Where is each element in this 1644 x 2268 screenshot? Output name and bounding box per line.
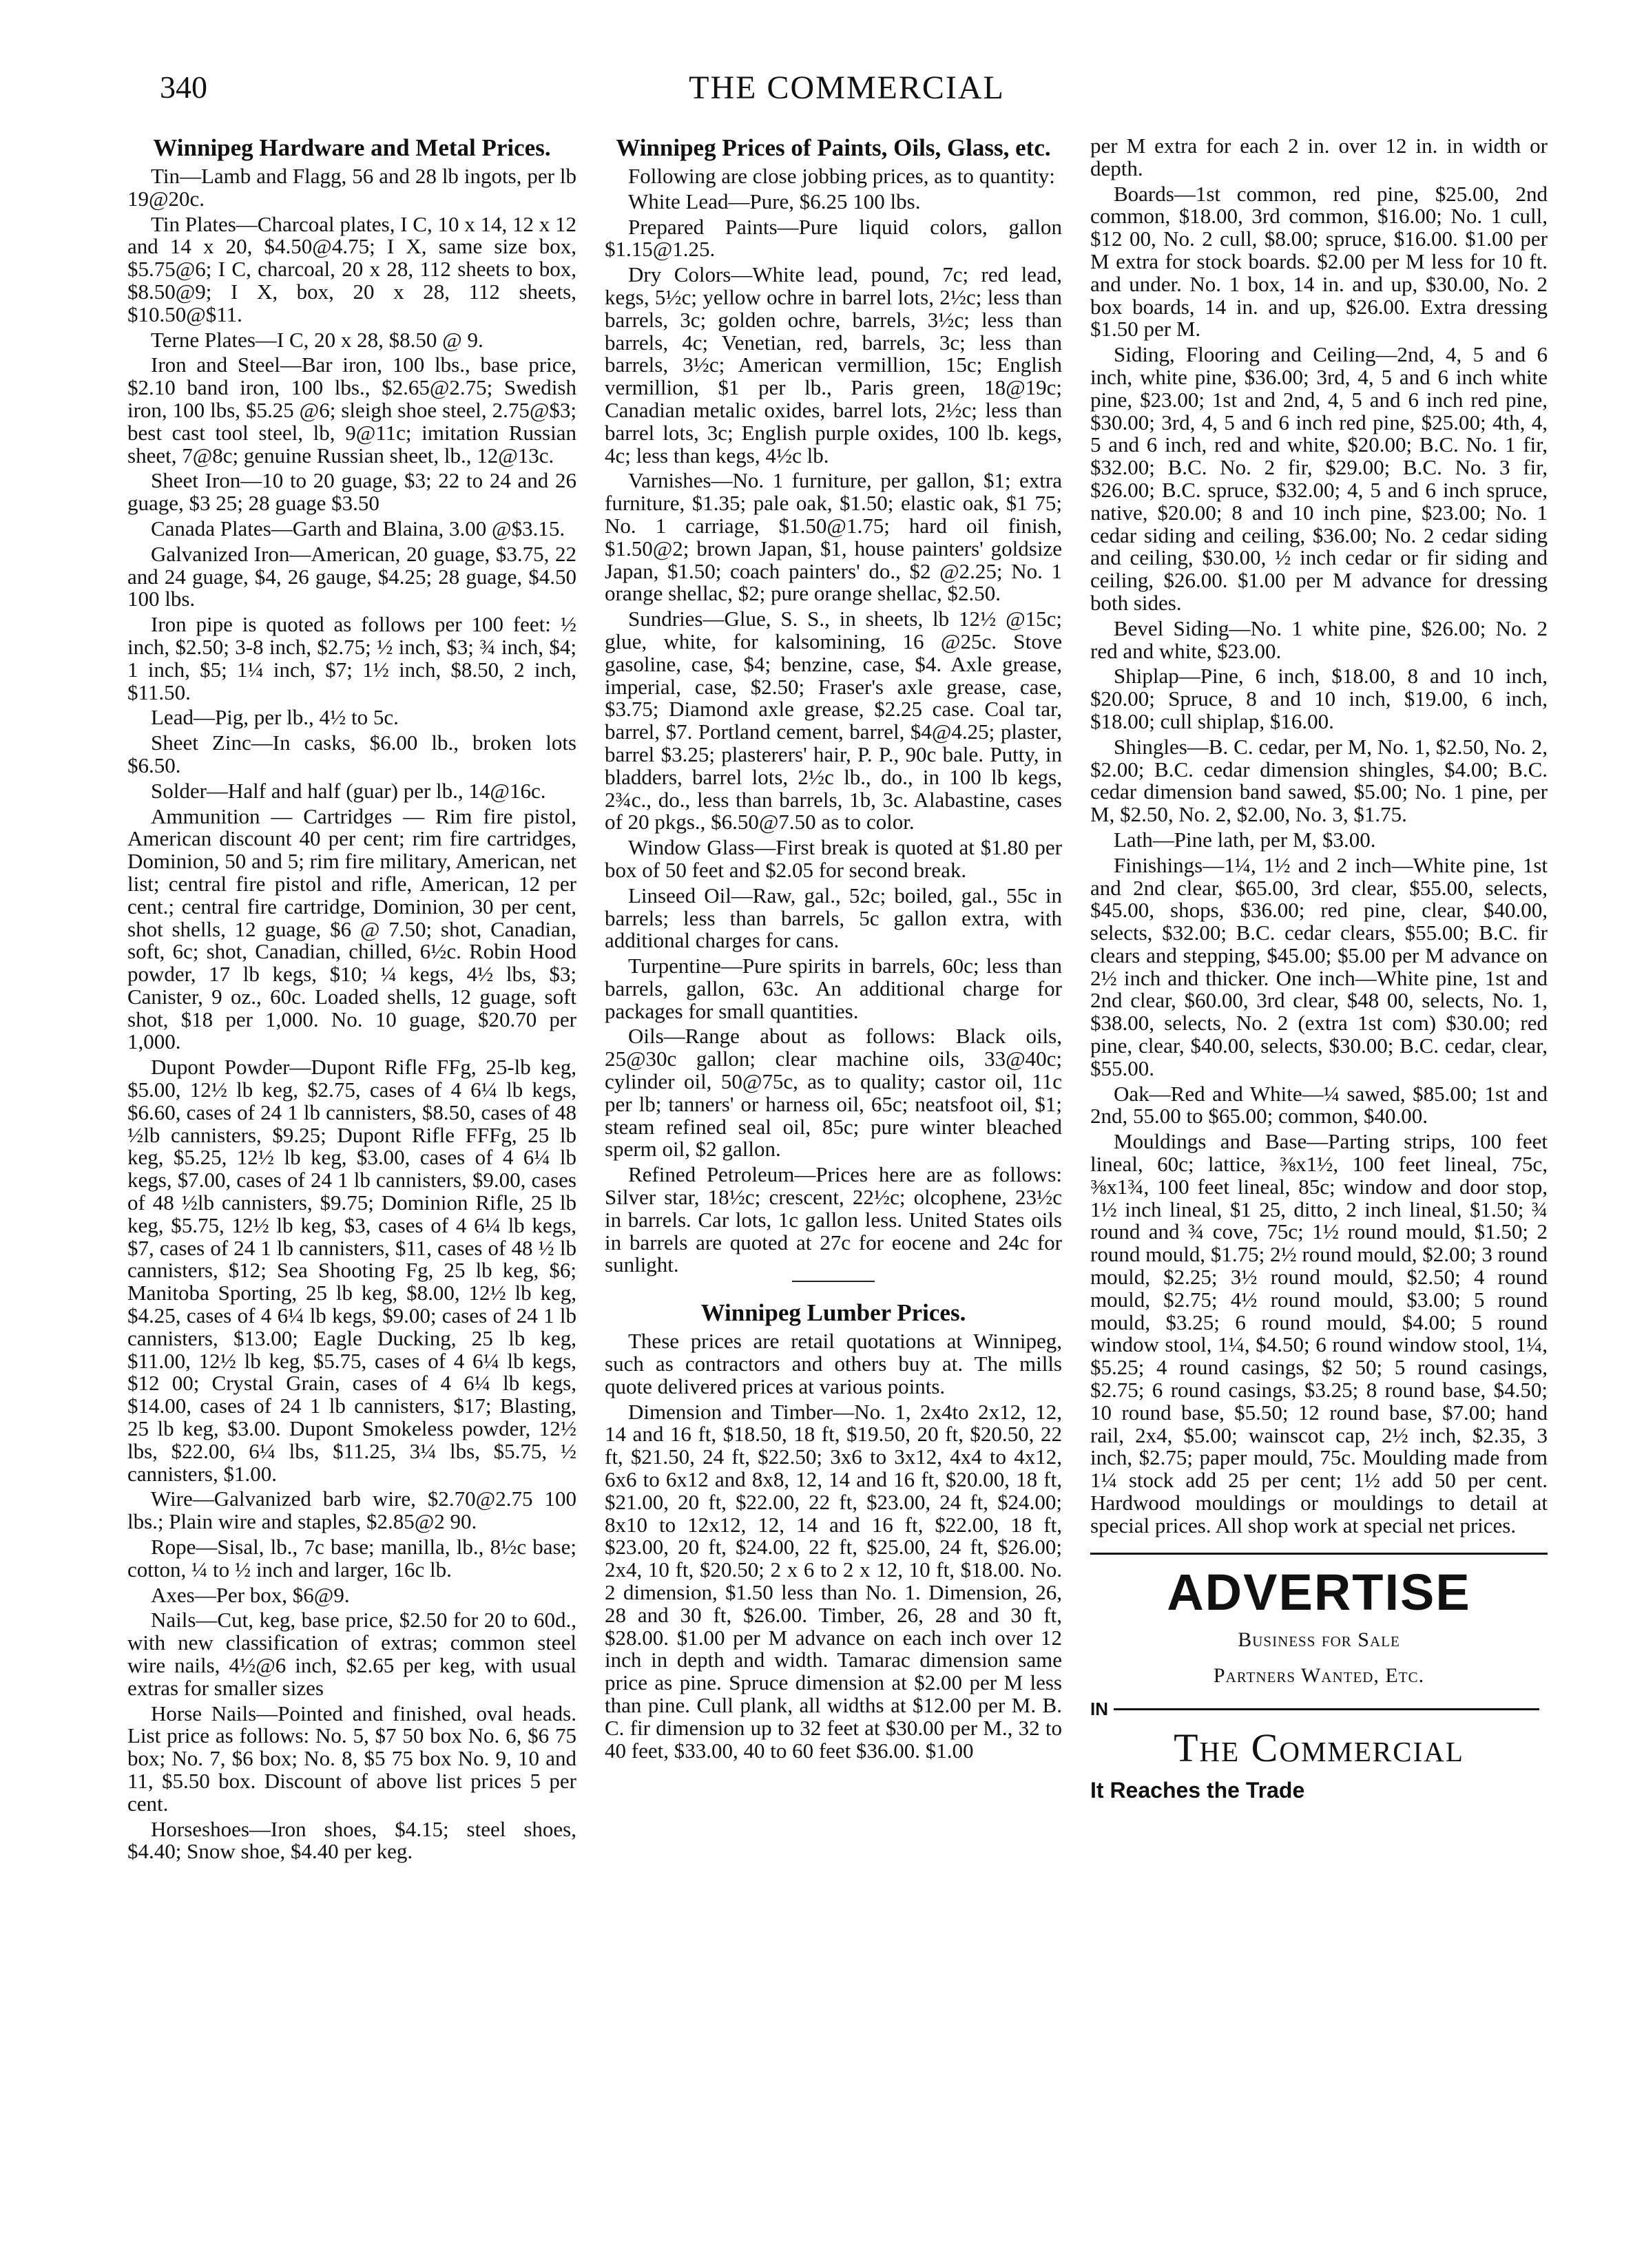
price-paragraph: Tin—Lamb and Flagg, 56 and 28 lb ingots, per lb 19@20c. xyxy=(127,164,576,211)
ad-in-row xyxy=(1090,1698,1548,1721)
price-paragraph: Siding, Flooring and Ceiling—2nd, 4, 5 and 6 inch, white pine, $36.00; 3rd, 4, 5 and 6 inch white pine, $23.00; 1st and 2nd, 4, 5 and 6 inch red pine, $30.00; 3rd, 4, 5 and 6 inch red pine, $25.00; 4th, 4, 5 and 6 inch, red and white, $20.00; B.C. No. 1 fir, $32.00; B.C. No. 2 fir, $29.00; B.C. No. 3 fir, $26.00; B.C. spruce, $32.00; 4, 5 and 6 inch spruce, native, $20.00; 8 and 10 inch pine, $23.00; No. 1 cedar siding and ceiling, $36.00; No. 2 cedar siding and ceiling, $30.00, ½ inch cedar or fir siding and ceiling, $26.00. $1.00 per M advance for dressing both sides. xyxy=(1090,342,1548,615)
price-paragraph: Refined Petroleum—Prices here are as follows: Silver star, 18½c; crescent, 22½c; olcophene, 23½c in barrels. Car lots, 1c gallon less. United States oils in barrels are quoted at 27c for eocene and 24c for sunlight. xyxy=(605,1162,1062,1277)
ad-publication: The Commercial xyxy=(1174,1725,1464,1771)
ad-headline: ADVERTISE xyxy=(1167,1563,1471,1621)
price-paragraph: Bevel Siding—No. 1 white pine, $26.00; No. 2 red and white, $23.00. xyxy=(1090,616,1548,663)
price-paragraph: Iron and Steel—Bar iron, 100 lbs., base price, $2.10 band iron, 100 lbs., $2.65@2.75; Swedish iron, 100 lbs, $5.25 @6; sleigh shoe steel, 2.75@$3; best cast tool steel, lb, 9@11c; imitation Russian sheet, 7@8c; genuine Russian sheet, lb., 12@13c. xyxy=(127,353,576,468)
section-divider xyxy=(792,1281,875,1282)
price-paragraph: Finishings—1¼, 1½ and 2 inch—White pine, 1st and 2nd clear, $65.00, 3rd clear, $55.00, selects, $45.00, shops, $36.00; red pine, clear, $40.00, selects, $32.00; B.C. cedar clears, $55.00; B.C. fir clears and stepping, $45.00; $5.00 per M advance on 2½ inch and thicker. One inch—White pine, 1st and 2nd clear, $60.00, 3rd clear, $48 00, selects, No. 1, $38.00, selects, No. 2 (extra 1st com) $30.00; red pine, clear, $40.00, selects, $30.00; B.C. cedar, clear, $55.00. xyxy=(1090,852,1548,1080)
price-paragraph: Axes—Per box, $6@9. xyxy=(151,1582,350,1607)
price-paragraph: Lead—Pig, per lb., 4½ to 5c. xyxy=(151,705,399,730)
ad-in-word: IN xyxy=(1090,1698,1108,1719)
price-paragraph: Terne Plates—I C, 20 x 28, $8.50 @ 9. xyxy=(151,327,483,352)
column-paints-lumber xyxy=(605,135,1062,1765)
page-number: 340 xyxy=(160,70,207,105)
advertisement xyxy=(1090,1553,1548,1806)
price-paragraph: Dimension and Timber—No. 1, 2x4to 2x12, 12, 14 and 16 ft, $18.50, 18 ft, $19.50, 20 ft, $20.50, 22 ft, $21.50, 24 ft, $22.50; 3x6 to 3x12, 4x4 to 4x12, 6x6 to 6x12 and 8x8, 12, 14 and 16 ft, $20.00, 18 ft, $21.00, 20 ft, $22.00, 22 ft, $23.00, 24 ft, $24.00; 8x10 to 12x12, 12, 14 and 16 ft, $22.00, 18 ft, $23.00, 20 ft, $24.00, 22 ft, $25.00, 24 ft, $26.00; 2x4, 10 ft, $20.50; 2 x 6 to 2 x 12, 10 ft, $18.00. No. 2 dimension, $1.50 less than No. 1. Dimension, 26, 28 and 30 ft, $26.00. Timber, 26, 28 and 30 ft, $28.00. $1.00 per M advance on each inch over 12 inch in depth and width. Tamarac dimension same price as pine. Spruce dimension at $2.00 per M less than pine. Cull plank, all widths at $12.00 per M. B. C. fir dimension up to 32 feet at $30.00 per M., 32 to 40 feet, $33.00, 40 to 60 feet $36.00. $1.00 xyxy=(605,1399,1062,1763)
price-paragraph: Horse Nails—Pointed and finished, oval heads. List price as follows: No. 5, $7 50 box No. 6, $6 75 box; No. 7, $6 box; No. 8, $5 75 box No. 9, 10 and 11, $5.50 box. Discount of above list prices 5 per cent. xyxy=(127,1701,576,1816)
ad-tagline: It Reaches the Trade xyxy=(1090,1778,1305,1803)
price-paragraph: Lath—Pine lath, per M, $3.00. xyxy=(1114,827,1376,852)
price-paragraph: Window Glass—First break is quoted at $1.80 per box of 50 feet and $2.05 for second break. xyxy=(605,835,1062,882)
ad-line-business: Business for Sale xyxy=(1238,1628,1400,1651)
price-paragraph: Iron pipe is quoted as follows per 100 feet: ½ inch, $2.50; 3-8 inch, $2.75; ½ inch, $3; ¾ inch, $4; 1 inch, $5; 1¼ inch, $7; 1½ inch, $8.50, 2 inch, $11.50. xyxy=(127,612,576,704)
price-paragraph: Galvanized Iron—American, 20 guage, $3.75, 22 and 24 guage, $4, 26 gauge, $4.25; 28 guage, $4.50 100 lbs. xyxy=(127,541,576,611)
price-paragraph: Wire—Galvanized barb wire, $2.70@2.75 100 lbs.; Plain wire and staples, $2.85@2 90. xyxy=(127,1487,576,1534)
price-paragraph: White Lead—Pure, $6.25 100 lbs. xyxy=(628,189,921,213)
price-paragraph: Following are close jobbing prices, as to quantity: xyxy=(628,164,1055,188)
page-header xyxy=(160,69,1534,117)
price-paragraph: Solder—Half and half (guar) per lb., 14@16c. xyxy=(151,778,546,803)
price-paragraph: Prepared Paints—Pure liquid colors, gallon $1.15@1.25. xyxy=(605,214,1062,262)
publication-title: THE COMMERCIAL xyxy=(689,70,1005,106)
ad-arrow-line xyxy=(1114,1708,1539,1710)
price-paragraph: Dry Colors—White lead, pound, 7c; red lead, kegs, 5½c; yellow ochre in barrel lots, 2½c; less than barrels, 3c; golden ochre, barrels, 3½c; less than barrels, 4c; Venetian, red, barrels, 3c; less than barrels, 3½c; American vermillion, 15c; English vermillion, $1 per lb., Paris green, 18@19c; Canadian metalic oxides, barrel lots, 2½c; less than barrel lots, 3c; English purple oxides, 100 lb. kegs, 4c; less than kegs, 4½c lb. xyxy=(605,262,1062,468)
price-paragraph: Sundries—Glue, S. S., in sheets, lb 12½ @15c; glue, white, for kalsomining, 16 @25c. Stove gasoline, case, $4; benzine, case, $4. Axle grease, imperial, case, $2.50; Fraser's axle grease, case, $3.75; Diamond axle grease, $2.25 case. Coal tar, barrel, $7. Portland cement, barrel, $4@4.25; plaster, barrel $3.25; plasterers' hair, P. P., 90c bale. Putty, in bladders, barrel lots, 2½c lb., do., in 100 lb kegs, 2¾c., do., less than barrels, 1b, 3c. Alabastine, cases of 20 pkgs., $6.50@7.50 as to color. xyxy=(605,607,1062,834)
price-paragraph: Shingles—B. C. cedar, per M, No. 1, $2.50, No. 2, $2.00; B.C. cedar dimension shingles, $4.00; B.C. cedar dimension band sawed, $5.00; No. 1 pine, per M, $2.50, No. 2, $2.00, No. 3, $1.75. xyxy=(1090,734,1548,827)
price-paragraph: Sheet Zinc—In casks, $6.00 lb., broken lots $6.50. xyxy=(127,731,576,777)
price-paragraph: Tin Plates—Charcoal plates, I C, 10 x 14, 12 x 12 and 14 x 20, $4.50@4.75; I X, same size box, $5.75@6; I C, charcoal, 20 x 28, 112 sheets to box, $8.50@9; I X, box, 20 x 28, 112 sheets, $10.50@$11. xyxy=(127,211,576,326)
price-paragraph: Nails—Cut, keg, base price, $2.50 for 20 to 60d., with new classification of extras; common steel wire nails, 4½@6 inch, $2.65 per keg, with usual extras for smaller sizes xyxy=(127,1608,576,1700)
price-paragraph: Turpentine—Pure spirits in barrels, 60c; less than barrels, gallon, 63c. An additional charge for packages for small quantities. xyxy=(605,954,1062,1023)
ad-top-rule xyxy=(1090,1553,1548,1555)
price-paragraph: Linseed Oil—Raw, gal., 52c; boiled, gal., 55c in barrels; less than barrels, 5c gallon extra, with additional charges for cans. xyxy=(605,883,1062,953)
price-paragraph: Oak—Red and White—¼ sawed, $85.00; 1st and 2nd, 55.00 to $65.00; common, $40.00. xyxy=(1090,1081,1548,1128)
price-paragraph: Boards—1st common, red pine, $25.00, 2nd common, $18.00, 3rd common, $16.00; No. 1 cull, $12 00, No. 2 cull, $8.00; spruce, $16.00. $1.00 per M extra for stock boards. $2.00 per M less for 10 ft. and under. No. 1 box, 14 in. and up, $30.00, No. 2 box boards, 14 in. and up, $26.00. Extra dressing $1.50 per M. xyxy=(1090,181,1548,342)
price-paragraph: Canada Plates—Garth and Blaina, 3.00 @$3.15. xyxy=(151,516,565,540)
price-paragraph: Oils—Range about as follows: Black oils, 25@30c gallon; clear machine oils, 33@40c; cylinder oil, 50@75c, as to quality; castor oil, 11c per lb; tanners' or harness oil, 65c; neatsfoot oil, $1; steam refined seal oil, 85c; pure winter bleached sperm oil, $2 gallon. xyxy=(605,1024,1062,1162)
section-title-hardware: Winnipeg Hardware and Metal Prices. xyxy=(153,134,551,161)
column-hardware-prices xyxy=(127,135,576,1866)
price-paragraph: Horseshoes—Iron shoes, $4.15; steel shoes, $4.40; Snow shoe, $4.40 per keg. xyxy=(127,1816,576,1864)
column-lumber-continued xyxy=(1090,135,1548,1805)
price-paragraph: These prices are retail quotations at Winnipeg, such as contractors and others buy at. The mills quote delivered prices at various points. xyxy=(605,1329,1062,1398)
price-paragraph: Ammunition — Cartridges — Rim fire pistol, American discount 40 per cent; rim fire cartridges, Dominion, 50 and 5; rim fire military, American, net list; central fire pistol and rifle, American, 12 per cent.; central fire cartridge, Dominion, 30 per cent, shot shells, 12 guage, $6 @ 7.50; shot, Canadian, soft, 6c; shot, Canadian, chilled, 6½c. Robin Hood powder, 17 lb kegs, $10; ¼ kegs, 4½ lbs, $3; Canister, 9 oz., 60c. Loaded shells, 12 guage, soft shot, $18 per 1,000. No. 10 guage, $20.70 per 1,000. xyxy=(127,804,576,1054)
section-title-paints: Winnipeg Prices of Paints, Oils, Glass, etc. xyxy=(616,134,1051,161)
price-paragraph: Rope—Sisal, lb., 7c base; manilla, lb., 8½c base; cotton, ¼ to ½ inch and larger, 16c lb. xyxy=(127,1535,576,1582)
section-title-lumber: Winnipeg Lumber Prices. xyxy=(700,1299,966,1327)
price-paragraph: Sheet Iron—10 to 20 guage, $3; 22 to 24 and 26 guage, $3 25; 28 guage $3.50 xyxy=(127,468,576,516)
price-paragraph: per M extra for each 2 in. over 12 in. in width or depth. xyxy=(1090,134,1548,180)
price-paragraph: Shiplap—Pine, 6 inch, $18.00, 8 and 10 inch, $20.00; Spruce, 8 and 10 inch, $19.00, 6 inch, $18.00; cull shiplap, $16.00. xyxy=(1090,664,1548,733)
price-paragraph: Dupont Powder—Dupont Rifle FFg, 25-lb keg, $5.00, 12½ lb keg, $2.75, cases of 4 6¼ lb kegs, $6.60, cases of 24 1 lb cannisters, $8.50, cases of 48 ½lb cannisters, $9.25; Dupont Rifle FFFg, 25 lb keg, $5.25, 12½ lb keg, $3.00, cases of 4 6¼ lb kegs, $7.00, cases of 24 1 lb cannisters, $9.00, cases of 48 ½lb cannisters, $9.75; Dominion Rifle, 25 lb keg, $5.75, 12½ lb keg, $3, cases of 4 6¼ lb kegs, $7, cases of 24 1 lb cannisters, $11, cases of 48 ½ lb cannisters, $12; Sea Shooting Fg, 25 lb keg, $6; Manitoba Sporting, 25 lb keg, $8.00, 12½ lb keg, $4.25, cases of 4 6¼ lb kegs, $9.00; cases of 24 1 lb cannisters, $13.00; Eagle Ducking, 25 lb keg, $11.00, 12½ lb keg, $5.75, cases of 4 6¼ lb kegs, $12 00; Crystal Grain, cases of 4 6¼ lb kegs, $14.00, cases of 24 1 lb cannisters, $17; Blasting, 25 lb keg, $3.00. Dupont Smokeless powder, 12½ lbs, $22.00, 6¼ lbs, $11.25, 3¼ lbs, $5.75, ½ cannisters, $1.00. xyxy=(127,1055,576,1486)
ad-line-partners: Partners Wanted, Etc. xyxy=(1213,1663,1425,1687)
price-paragraph: Varnishes—No. 1 furniture, per gallon, $1; extra furniture, $1.35; pale oak, $1.50; elastic oak, $1 75; No. 1 carriage, $1.50@1.75; hard oil finish, $1.50@2; brown Japan, $1, house painters' goldsize Japan, $1.50; coach painters' do., $2 @2.25; No. 1 orange shellac, $2; pure orange shellac, $2.50. xyxy=(605,468,1062,606)
price-paragraph: Mouldings and Base—Parting strips, 100 feet lineal, 60c; lattice, ⅜x1½, 100 feet lineal, 75c, ⅜x1¾, 100 feet lineal, 85c; window and door stop, 1½ inch lineal, $1 25, ditto, 2 inch lineal, $1.50; ¾ round and ¾ cove, 75c; 1½ round mould, $1.50; 2 round mould, $1.75; 2½ round mould, $2.00; 3 round mould, $2.25; 3½ round mould, $2.50; 4 round mould, $2.75; 4½ round mould, $3.00; 5 round mould, $3.25; 6 round mould, $4.00; 5 round window stool, 1¼, $4.50; 6 round window stool, 1¼, $5.25; 4 round casings, $2 50; 5 round casings, $2.75; 6 round casings, $3.25; 8 round base, $4.50; 10 round base, $5.50; 12 round base, $7.00; hand rail, 2x4, $5.00; wainscot cap, 2½ inch, $2.35, 3 inch, $2.75; paper mould, 75c. Moulding made from 1¼ stock add 25 per cent; 1½ add 50 per cent. Hardwood mouldings or mouldings to detail at special prices. All shop work at special net prices. xyxy=(1090,1129,1548,1537)
